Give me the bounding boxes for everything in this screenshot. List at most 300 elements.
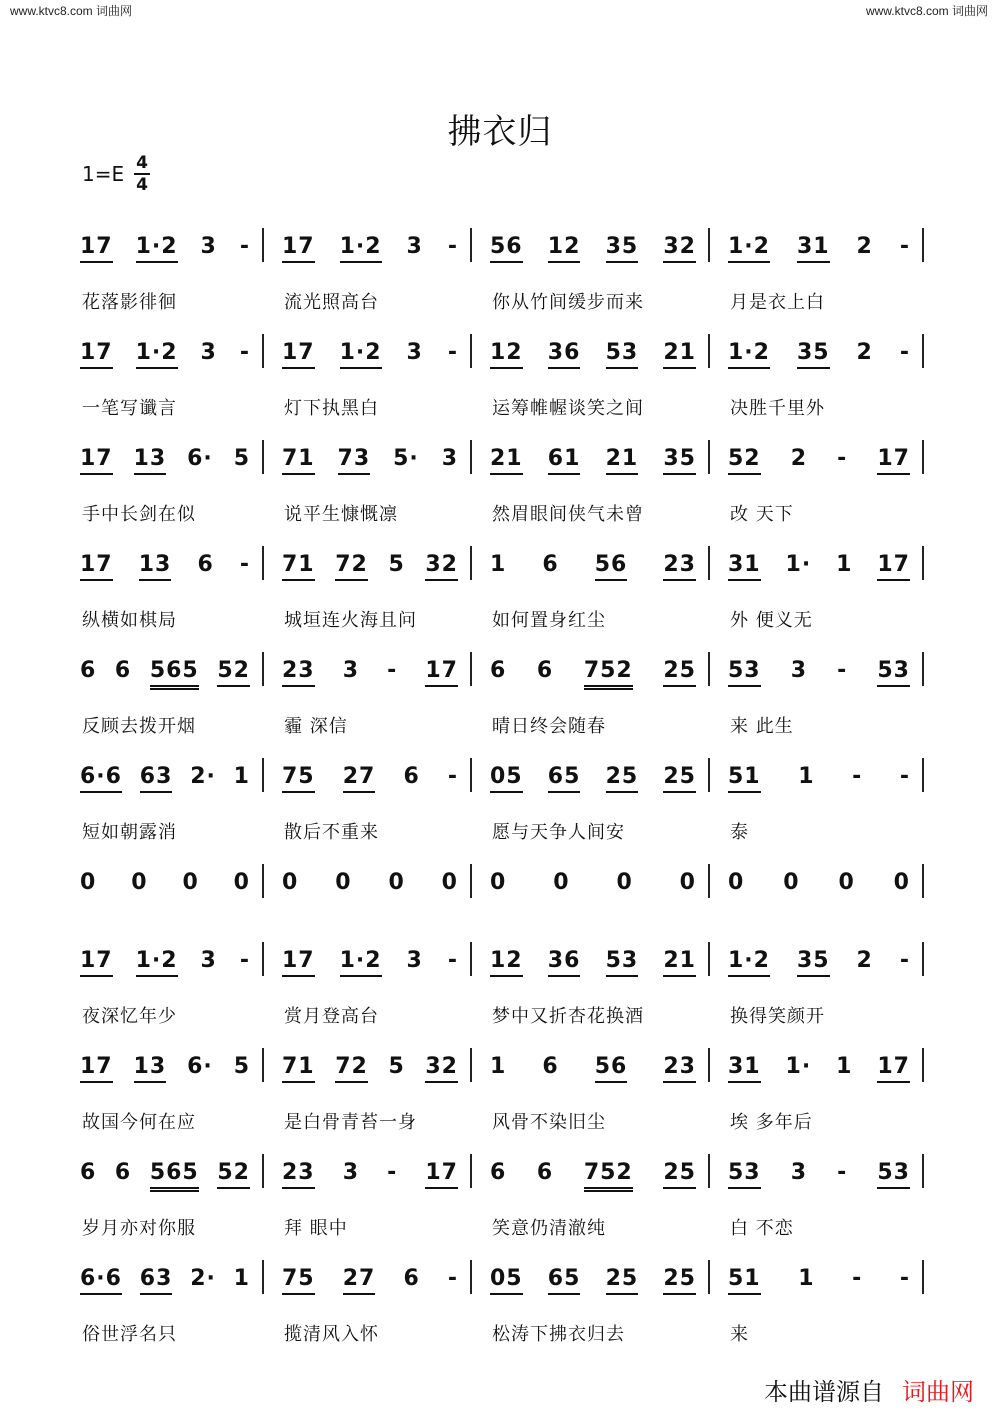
note-group: 1·2 xyxy=(136,948,178,977)
beat xyxy=(80,552,113,581)
beat xyxy=(490,764,523,793)
note-group: 25 xyxy=(663,658,696,687)
note-group: 3 xyxy=(342,1160,360,1185)
note-group: 63 xyxy=(140,1266,173,1295)
lyric-segment: 笑意仍清澈纯 xyxy=(492,1218,606,1239)
lyric-segment: 决胜千里外 xyxy=(730,398,825,419)
lyric-segment: 纵横如棋局 xyxy=(82,610,177,631)
note-group: 1·2 xyxy=(340,948,382,977)
beat xyxy=(282,764,315,793)
beat xyxy=(340,948,382,977)
note-group: 72 xyxy=(335,1054,368,1083)
source-brand[interactable]: 词曲网 xyxy=(902,1378,974,1406)
beat xyxy=(537,658,553,684)
beat xyxy=(234,1054,250,1080)
note-group: 1·2 xyxy=(728,340,770,369)
note-group: 32 xyxy=(425,1054,458,1083)
note-group: 0 xyxy=(679,870,696,895)
measure xyxy=(272,446,468,486)
note-group: 56 xyxy=(595,552,628,581)
note-group: 17 xyxy=(282,340,315,369)
note-group: 32 xyxy=(425,552,458,581)
beat xyxy=(136,340,178,369)
beat xyxy=(490,658,506,684)
beat xyxy=(797,948,830,977)
barline xyxy=(470,228,472,262)
beat xyxy=(115,658,131,684)
beat xyxy=(448,764,458,790)
beat xyxy=(335,552,368,581)
note-group: 6· xyxy=(187,1054,213,1079)
beat xyxy=(80,446,113,475)
beat xyxy=(548,446,581,475)
note-group: 13 xyxy=(134,1054,167,1083)
barline xyxy=(262,942,264,976)
beat xyxy=(595,552,628,581)
beat xyxy=(282,870,298,896)
lyric-segment: 埃 多年后 xyxy=(730,1112,813,1133)
beat xyxy=(786,1054,812,1080)
note-group: 0 xyxy=(131,870,148,895)
beat xyxy=(403,1266,419,1292)
barline xyxy=(262,1154,264,1188)
beat xyxy=(407,234,423,260)
note-group: 5 xyxy=(233,446,250,471)
beat xyxy=(240,948,250,974)
beat xyxy=(877,658,910,687)
barline xyxy=(470,1154,472,1188)
note-group: 6·6 xyxy=(80,764,122,793)
beat xyxy=(663,1160,696,1189)
beat xyxy=(425,1160,458,1189)
note-group: 75 xyxy=(282,1266,315,1295)
note-group: 13 xyxy=(139,552,172,581)
beat xyxy=(606,340,639,369)
note-group: 1·2 xyxy=(340,340,382,369)
measure xyxy=(272,764,468,804)
beat xyxy=(542,1054,558,1080)
staff-line xyxy=(0,212,1000,318)
beat xyxy=(282,446,315,475)
beat xyxy=(606,1266,639,1295)
note-group: 35 xyxy=(797,340,830,369)
beat xyxy=(490,234,523,263)
measure xyxy=(70,1160,260,1200)
note-group: 31 xyxy=(797,234,830,263)
beat xyxy=(783,870,799,896)
beat xyxy=(234,870,250,896)
lyric-segment: 花落影徘徊 xyxy=(82,292,177,313)
beat xyxy=(900,234,910,260)
note-group: 56 xyxy=(595,1054,628,1083)
measure xyxy=(718,446,920,486)
beat xyxy=(728,446,761,475)
note-group: 17 xyxy=(80,552,113,581)
beat xyxy=(201,948,217,974)
barline xyxy=(470,1260,472,1294)
note-group: 21 xyxy=(490,446,523,475)
beat xyxy=(282,1160,315,1189)
beat xyxy=(340,234,382,263)
beat xyxy=(877,552,910,581)
lyric-segment: 岁月亦对你服 xyxy=(82,1218,196,1239)
beat xyxy=(182,870,198,896)
note-group: - xyxy=(447,234,458,259)
beat xyxy=(338,446,371,475)
beat xyxy=(448,948,458,974)
beat xyxy=(490,1266,523,1295)
note-group: 0 xyxy=(490,870,507,895)
beat xyxy=(663,446,696,475)
barline xyxy=(262,440,264,474)
beat xyxy=(798,1266,814,1292)
beat xyxy=(425,1054,458,1083)
note-group: 53 xyxy=(877,658,910,687)
measure xyxy=(718,1160,920,1200)
note-group: - xyxy=(837,1160,848,1185)
note-group: 25 xyxy=(606,1266,639,1295)
note-group: 5 xyxy=(388,552,405,577)
beat xyxy=(791,446,807,472)
barline xyxy=(262,1048,264,1082)
beat xyxy=(343,1266,376,1295)
note-group: 1·2 xyxy=(136,234,178,263)
beat xyxy=(728,764,761,793)
note-group: 1 xyxy=(798,1266,815,1291)
note-group: 1 xyxy=(836,1054,853,1079)
beat xyxy=(548,1266,581,1295)
lyric-segment: 说平生慷慨凛 xyxy=(284,504,398,525)
barline xyxy=(262,228,264,262)
note-group: 0 xyxy=(838,870,855,895)
barline xyxy=(708,652,710,686)
note-group: 23 xyxy=(282,1160,315,1189)
note-group: - xyxy=(447,948,458,973)
note-group: 63 xyxy=(140,764,173,793)
lyric-segment: 揽清风入怀 xyxy=(284,1324,379,1345)
measure xyxy=(70,764,260,804)
note-group: 1 xyxy=(233,1266,250,1291)
barline xyxy=(708,942,710,976)
beat xyxy=(728,552,761,581)
beat xyxy=(80,340,113,369)
note-group: - xyxy=(387,1160,398,1185)
beat xyxy=(490,552,506,578)
note-group: 5 xyxy=(388,1054,405,1079)
beat xyxy=(388,1054,404,1080)
beat xyxy=(857,340,873,366)
beat xyxy=(234,764,250,790)
note-group: 2· xyxy=(190,1266,216,1291)
beat xyxy=(240,234,250,260)
beat xyxy=(857,948,873,974)
measure xyxy=(480,948,706,988)
beat xyxy=(282,948,315,977)
beat xyxy=(425,658,458,687)
barline xyxy=(922,228,924,262)
measure xyxy=(70,1266,260,1306)
beat xyxy=(240,340,250,366)
note-group: 52 xyxy=(728,446,761,475)
note-group: 61 xyxy=(548,446,581,475)
measure xyxy=(272,1266,468,1306)
barline xyxy=(922,864,924,898)
note-group: 27 xyxy=(343,764,376,793)
note-group: - xyxy=(837,658,848,683)
note-group: 25 xyxy=(606,764,639,793)
measure xyxy=(718,658,920,698)
beat xyxy=(150,658,199,690)
barline xyxy=(262,758,264,792)
beat xyxy=(728,1054,761,1083)
measure xyxy=(718,764,920,804)
beat xyxy=(900,340,910,366)
note-group: 17 xyxy=(80,948,113,977)
note-group: 53 xyxy=(728,658,761,687)
beat xyxy=(139,552,172,581)
note-group: 1·2 xyxy=(728,234,770,263)
beat xyxy=(606,948,639,977)
lyric-segment: 如何置身红尘 xyxy=(492,610,606,631)
barline xyxy=(262,1260,264,1294)
beat xyxy=(80,234,113,263)
beat xyxy=(150,1160,199,1192)
beat xyxy=(407,340,423,366)
note-group: 0 xyxy=(441,870,458,895)
beat xyxy=(80,1266,122,1295)
note-group: 0 xyxy=(80,870,97,895)
note-group: 71 xyxy=(282,1054,315,1083)
beat xyxy=(836,1054,852,1080)
lyric-segment: 风骨不染旧尘 xyxy=(492,1112,606,1133)
note-group: 17 xyxy=(425,1160,458,1189)
beat xyxy=(282,658,315,687)
note-group: 6 xyxy=(403,1266,420,1291)
note-group: 0 xyxy=(728,870,745,895)
barline xyxy=(470,758,472,792)
note-group: 17 xyxy=(877,552,910,581)
lyric-segment: 是白骨青苔一身 xyxy=(284,1112,417,1133)
beat xyxy=(217,1160,250,1189)
barline xyxy=(922,942,924,976)
beat xyxy=(542,552,558,578)
lyric-segment: 泰 xyxy=(730,822,749,843)
note-group: 2 xyxy=(856,340,873,365)
note-group: 17 xyxy=(80,234,113,263)
beat xyxy=(837,1160,847,1186)
beat xyxy=(894,870,910,896)
note-group: 1 xyxy=(490,552,507,577)
beat xyxy=(877,1054,910,1083)
lyric-segment: 来 此生 xyxy=(730,716,794,737)
note-group: 6· xyxy=(187,446,213,471)
lyric-segment: 故国今何在应 xyxy=(82,1112,196,1133)
beat xyxy=(837,446,847,472)
note-group: 73 xyxy=(338,446,371,475)
beat xyxy=(282,1054,315,1083)
note-group: - xyxy=(899,234,910,259)
note-group: 0 xyxy=(553,870,570,895)
beat xyxy=(282,1266,315,1295)
barline xyxy=(470,440,472,474)
note-group: - xyxy=(239,234,250,259)
note-group: 565 xyxy=(150,658,199,690)
barline xyxy=(922,334,924,368)
beat xyxy=(201,340,217,366)
staff-line xyxy=(0,1138,1000,1244)
lyric-segment: 一笔写谶言 xyxy=(82,398,177,419)
barline xyxy=(262,652,264,686)
beat xyxy=(680,870,696,896)
beat xyxy=(240,552,250,578)
note-group: 32 xyxy=(663,234,696,263)
note-group: - xyxy=(899,764,910,789)
beat xyxy=(387,658,397,684)
note-group: 3 xyxy=(441,446,458,471)
lyric-segment: 月是衣上白 xyxy=(730,292,825,313)
beat xyxy=(852,1266,862,1292)
beat xyxy=(606,446,639,475)
beat xyxy=(388,552,404,578)
note-group: 17 xyxy=(80,340,113,369)
note-group: 53 xyxy=(728,1160,761,1189)
note-group: 23 xyxy=(282,658,315,687)
measure xyxy=(70,948,260,988)
measure xyxy=(272,340,468,380)
note-group: 0 xyxy=(335,870,352,895)
note-group: - xyxy=(387,658,398,683)
lyric-segment: 外 便义无 xyxy=(730,610,813,631)
beat xyxy=(548,234,581,263)
note-group: 752 xyxy=(584,1160,633,1192)
note-group: 6 xyxy=(197,552,214,577)
note-group: 1·2 xyxy=(340,234,382,263)
lyric-segment: 晴日终会随春 xyxy=(492,716,606,737)
note-group: 53 xyxy=(606,340,639,369)
note-group: - xyxy=(239,948,250,973)
note-group: - xyxy=(447,764,458,789)
source-credit xyxy=(764,1372,974,1407)
lyric-segment: 短如朝露消 xyxy=(82,822,177,843)
measure xyxy=(70,552,260,592)
note-group: 35 xyxy=(606,234,639,263)
note-group: 3 xyxy=(342,658,360,683)
beat xyxy=(187,446,213,472)
measure xyxy=(480,658,706,698)
note-group: - xyxy=(837,446,848,471)
beat xyxy=(663,658,696,687)
note-group: 51 xyxy=(728,1266,761,1295)
beat xyxy=(197,552,213,578)
lyric-segment: 拜 眼中 xyxy=(284,1218,348,1239)
beat xyxy=(234,446,250,472)
staff-line xyxy=(0,1032,1000,1138)
note-group: - xyxy=(239,340,250,365)
beat xyxy=(877,446,910,475)
barline xyxy=(922,440,924,474)
note-group: 3 xyxy=(790,1160,808,1185)
note-group: 17 xyxy=(282,234,315,263)
note-group: 5 xyxy=(233,1054,250,1079)
beat xyxy=(553,870,569,896)
beat xyxy=(448,234,458,260)
beat xyxy=(548,340,581,369)
note-group: 3 xyxy=(200,234,217,259)
barline xyxy=(708,228,710,262)
beat xyxy=(136,234,178,263)
note-group: 25 xyxy=(663,764,696,793)
note-group: 6 xyxy=(490,1160,507,1185)
beat xyxy=(80,764,122,793)
note-group: 35 xyxy=(797,948,830,977)
note-group: 35 xyxy=(663,446,696,475)
measure xyxy=(70,234,260,274)
measure xyxy=(718,552,920,592)
note-group: - xyxy=(899,948,910,973)
measure xyxy=(480,234,706,274)
note-group: 31 xyxy=(728,1054,761,1083)
beat xyxy=(393,446,419,472)
lyric-segment: 散后不重来 xyxy=(284,822,379,843)
barline xyxy=(708,546,710,580)
measure xyxy=(70,658,260,698)
beat xyxy=(837,658,847,684)
source-label: 本曲谱源自 xyxy=(764,1378,884,1406)
note-group: 2 xyxy=(790,446,808,471)
barline xyxy=(470,864,472,898)
note-group: 31 xyxy=(728,552,761,581)
barline xyxy=(470,334,472,368)
lyric-segment: 梦中又折杏花换酒 xyxy=(492,1006,644,1027)
beat xyxy=(387,1160,397,1186)
staff-line xyxy=(0,636,1000,742)
beat xyxy=(80,1160,96,1186)
beat xyxy=(900,764,910,790)
beat xyxy=(140,764,173,793)
lyric-segment: 手中长剑在似 xyxy=(82,504,196,525)
beat xyxy=(490,1160,506,1186)
barline xyxy=(922,652,924,686)
beat xyxy=(335,870,351,896)
beat xyxy=(797,234,830,263)
note-group: 53 xyxy=(877,1160,910,1189)
lyric-segment: 松涛下拂衣归去 xyxy=(492,1324,625,1345)
lyric-segment: 霾 深信 xyxy=(284,716,348,737)
beat xyxy=(877,1160,910,1189)
beat xyxy=(282,552,315,581)
note-group: - xyxy=(899,1266,910,1291)
barline xyxy=(922,758,924,792)
note-group: 1·2 xyxy=(136,340,178,369)
note-group: - xyxy=(852,764,863,789)
measure xyxy=(272,658,468,698)
measure xyxy=(272,1054,468,1094)
note-group: 0 xyxy=(783,870,800,895)
beat xyxy=(663,948,696,977)
beat xyxy=(663,764,696,793)
beat xyxy=(490,446,523,475)
lyric-segment: 来 xyxy=(730,1324,749,1345)
barline xyxy=(922,1260,924,1294)
note-group: 56 xyxy=(490,234,523,263)
note-group: 6 xyxy=(542,1054,559,1079)
staff-line xyxy=(0,1244,1000,1350)
beat xyxy=(190,1266,216,1292)
measure xyxy=(272,870,468,910)
beat xyxy=(584,658,633,690)
time-signature xyxy=(132,154,152,194)
note-group: 1 xyxy=(233,764,250,789)
